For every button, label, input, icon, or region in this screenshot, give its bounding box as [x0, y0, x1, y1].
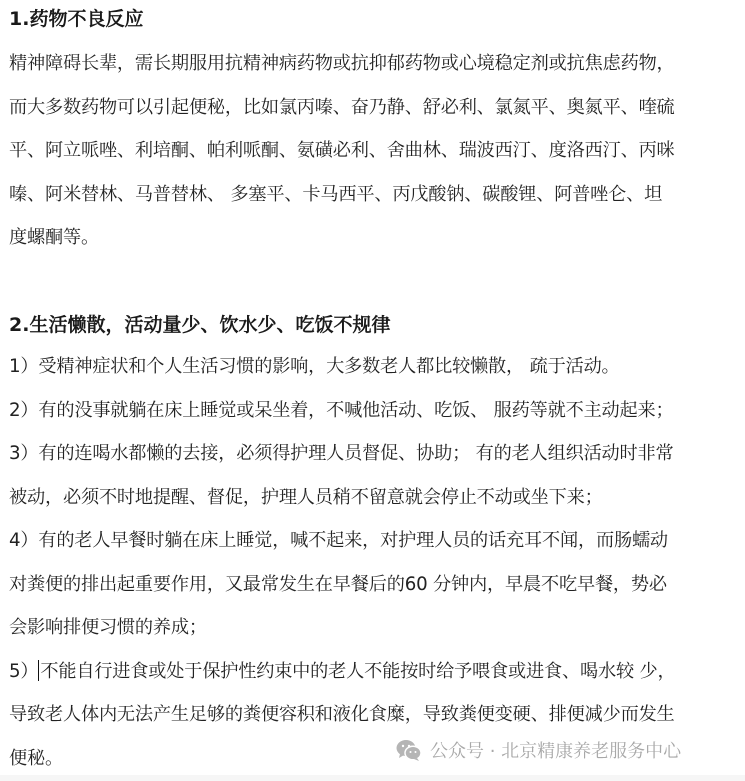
list-item-4-cont: 对粪便的排出起重要作用，又最常发生在早餐后的60 分钟内，早晨不吃早餐，势必: [9, 573, 667, 595]
list-item-5-cont: 导致老人体内无法产生足够的粪便容积和液化食糜，导致粪便变硬、排便减少而发生: [9, 704, 675, 725]
list-item-5[interactable]: [9, 650, 676, 694]
list-item-4-cont: 会影响排便习惯的养成；: [9, 617, 207, 638]
list-item-3-cont: 被动，必须不时地提醒、督促，护理人员稍不留意就会停止不动或坐下来；: [9, 486, 603, 508]
section2-paragraph: [9, 345, 676, 780]
list-item-1: 1）受精神症状和个人生活习惯的影响，大多数老人都比较懒散， 疏于活动。: [9, 356, 620, 377]
text-line: 平、阿立哌唑、利培酮、帕利哌酮、氨磺必利、舍曲林、瑞波西汀、度洛西汀、丙咪: [9, 140, 675, 161]
watermark: [396, 737, 681, 763]
text-line: 精神障碍长辈，需长期服用抗精神病药物或抗抑郁药物或心境稳定剂或抗焦虑药物，: [9, 53, 675, 74]
text-line: 而大多数药物可以引起便秘，比如氯丙嗪、奋乃静、舒必利、氯氮平、奥氮平、喹硫: [9, 96, 675, 118]
section-heading-lifestyle: 2.生活懒散，活动量少、饮水少、吃饭不规律: [9, 314, 391, 336]
text-line: 嗪、阿米替林、马普替林、 多塞平、卡马西平、丙戊酸钠、碳酸锂、阿普唑仑、坦: [9, 183, 663, 205]
list-item-5-text: 不能自行进食或处于保护性约束中的老人不能按时给予喂食或进食、喝水较 少，: [40, 660, 676, 682]
section-heading-adverse-drug-reactions: 1.药物不良反应: [9, 8, 144, 30]
text-line: 度螺酮等。: [9, 227, 99, 248]
wechat-icon: [396, 739, 422, 761]
list-item-5-cont: 便秘。: [9, 747, 63, 769]
list-item-2: 2）有的没事就躺在床上睡觉或呆坐着，不喊他活动、吃饭、 服药等就不主动起来；: [9, 399, 674, 421]
bottom-edge: [0, 775, 745, 781]
list-item-4: 4）有的老人早餐时躺在床上睡觉，喊不起来，对护理人员的话充耳不闻，而肠蠕动: [9, 530, 668, 551]
list-item-5-prefix: 5）: [9, 660, 39, 682]
list-item-3: 3）有的连喝水都懒的去接，必须得护理人员督促、协助； 有的老人组织活动时非常: [9, 443, 674, 464]
section1-paragraph: [9, 42, 675, 260]
watermark-text: 公众号 · 北京精康养老服务中心: [430, 741, 682, 762]
